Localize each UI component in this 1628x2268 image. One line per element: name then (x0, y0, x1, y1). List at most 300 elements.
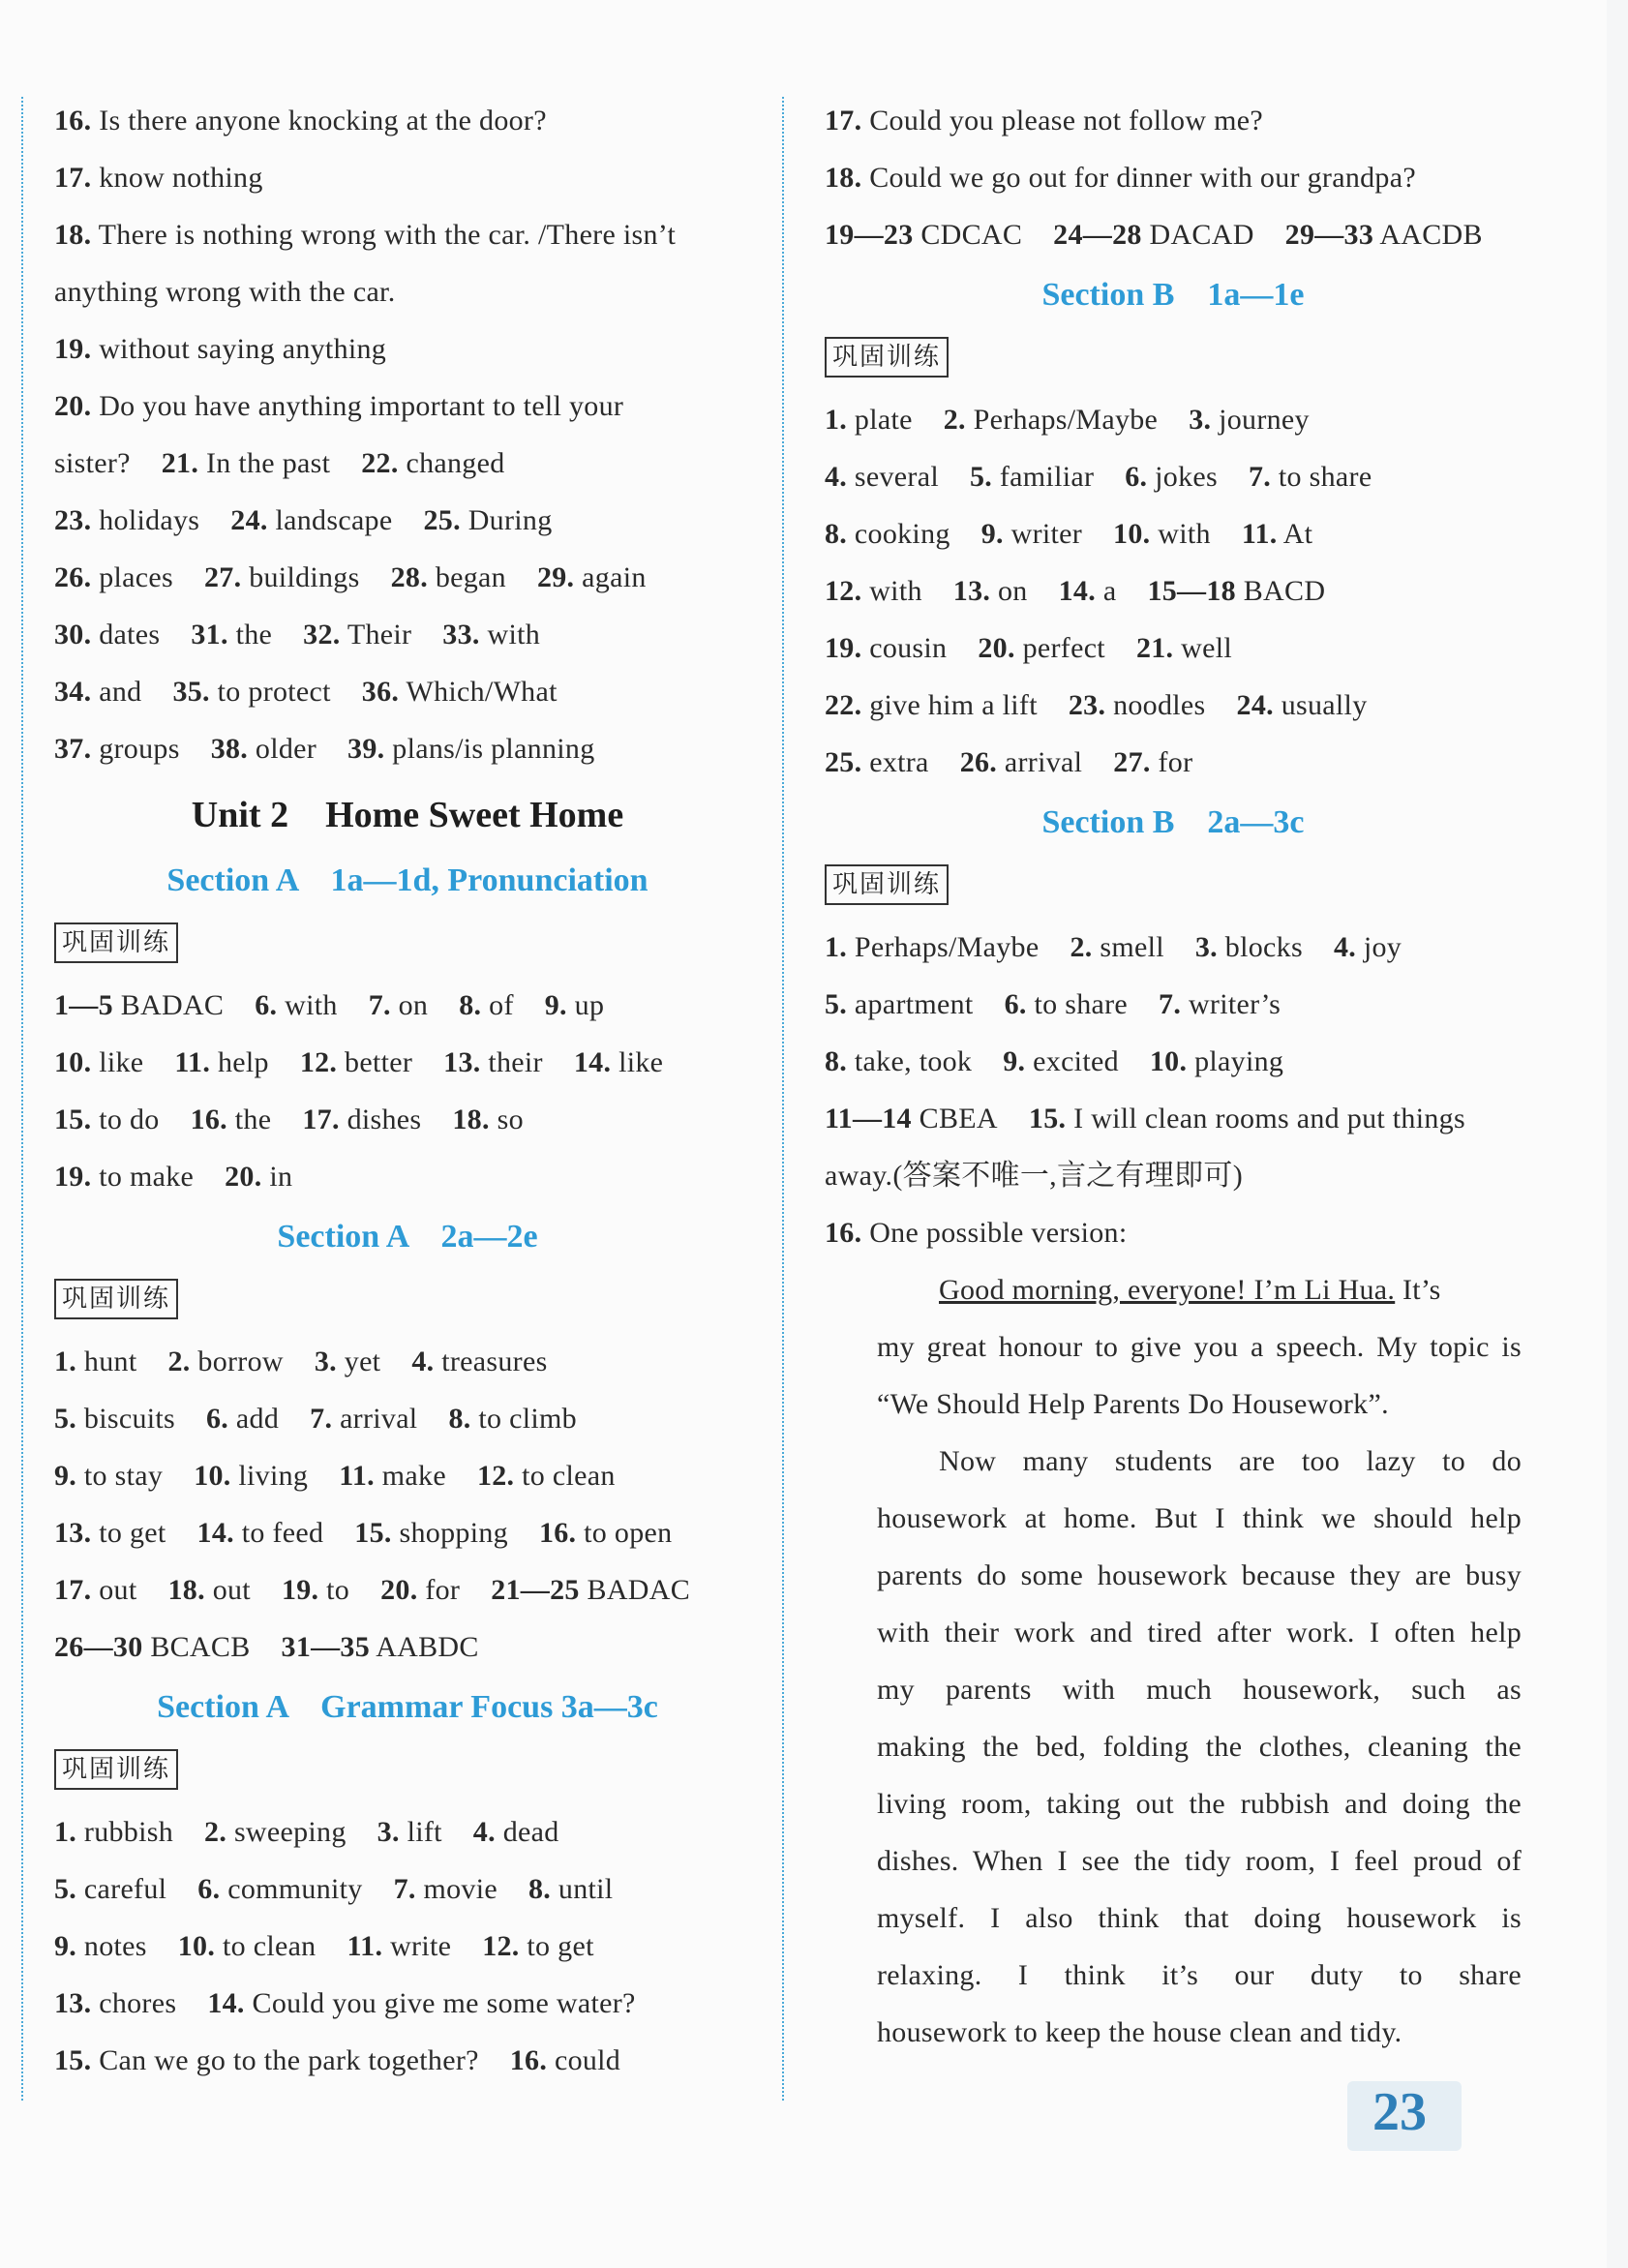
consolidation-tag: 巩固训练 (54, 922, 178, 963)
answer-item (443, 1046, 543, 1078)
answer-item (339, 1460, 446, 1492)
answer-number: 7. (1159, 988, 1182, 1020)
answer-number: 9. (980, 518, 1004, 550)
answer-item (206, 1403, 279, 1435)
answer-item (54, 447, 131, 479)
answer-line (54, 549, 761, 606)
answer-text: In the past (205, 447, 331, 479)
section-title-a-2a-2e: Section A 2a—2e (277, 1219, 538, 1255)
answer-text: joy (1363, 931, 1402, 963)
answer-text: notes (83, 1930, 147, 1962)
answer-item (207, 1987, 635, 2019)
answer-number: 5. (969, 461, 993, 493)
answer-text: noodles (1113, 689, 1206, 721)
answer-text: well (1181, 632, 1233, 664)
answer-text: of (489, 989, 514, 1021)
answer-text: with (1158, 518, 1211, 550)
answer-text: to feed (241, 1517, 324, 1549)
answer-line (825, 206, 1522, 263)
answer-text: to get (527, 1930, 594, 1962)
answer-number: 29—33 (1284, 219, 1374, 251)
answer-item (1242, 518, 1313, 550)
answer-text: out (212, 1574, 251, 1606)
answer-item (54, 2044, 479, 2076)
answer-number: 10. (54, 1046, 92, 1078)
answer-line (54, 263, 761, 320)
answer-number: 9. (544, 989, 567, 1021)
answer-line (54, 1860, 761, 1918)
answer-text: DACAD (1149, 219, 1254, 251)
answer-item (1005, 988, 1128, 1020)
answer-number: 8. (459, 989, 482, 1021)
answer-item (825, 1217, 1127, 1249)
answer-text: AACDB (1379, 219, 1483, 251)
answer-number: 14. (1058, 575, 1096, 607)
answer-item (1147, 575, 1325, 607)
answer-line (825, 505, 1522, 562)
answer-number: 16. (825, 1217, 862, 1249)
answer-text: plans/is planning (392, 733, 595, 765)
answer-number: 11. (174, 1046, 211, 1078)
answer-text: on (997, 575, 1028, 607)
answer-item (953, 575, 1028, 607)
answer-number: 25. (423, 504, 461, 536)
answer-text: sister? (54, 447, 131, 479)
essay-line: with their work and tired after work. I often help (877, 1617, 1522, 1648)
answer-item (362, 676, 558, 708)
answer-item (303, 619, 411, 650)
answer-item (537, 561, 647, 593)
answer-number: 19. (54, 1161, 92, 1193)
answer-text: to clean (222, 1930, 317, 1962)
essay-greeting: Good morning, everyone! I’m Li Hua. (939, 1274, 1396, 1306)
answer-item (354, 1517, 508, 1549)
answer-item (825, 689, 1038, 721)
answer-number: 14. (573, 1046, 612, 1078)
answer-item (54, 1403, 175, 1435)
answer-item (211, 733, 317, 765)
answer-number: 10. (1113, 518, 1151, 550)
answer-item (1059, 575, 1117, 607)
answer-item (300, 1046, 412, 1078)
answer-number: 21. (1135, 632, 1174, 664)
answer-number: 10. (177, 1930, 216, 1962)
answer-text: plate (854, 404, 913, 436)
answer-item (1159, 988, 1281, 1020)
answer-number: 22. (825, 689, 862, 721)
answer-text: treasures (441, 1346, 548, 1377)
answer-text: to climb (478, 1403, 577, 1435)
left-margin-rule (21, 97, 23, 2101)
answer-number: 24—28 (1053, 219, 1142, 251)
answer-number: 14. (196, 1517, 234, 1549)
answer-line (54, 1803, 761, 1860)
answer-line (54, 435, 761, 492)
answer-number: 21—25 (491, 1574, 580, 1606)
answer-number: 16. (538, 1517, 577, 1549)
answer-number: 20. (978, 632, 1015, 664)
answer-text: out (99, 1574, 137, 1606)
answer-text: could (554, 2044, 621, 2076)
answer-item (510, 2044, 620, 2076)
page-number: 23 (1372, 2082, 1427, 2142)
answer-number: 11—14 (825, 1103, 912, 1134)
answer-item (54, 1816, 173, 1848)
answer-text: to stay (83, 1460, 164, 1492)
answer-text: There is nothing wrong with the car. /There isn’t (98, 219, 677, 251)
answer-item (347, 733, 594, 765)
unit-title: Unit 2 Home Sweet Home (191, 795, 624, 835)
answer-number: 36. (361, 676, 400, 708)
essay-line: parents do some housework because they are busy (877, 1559, 1522, 1591)
answer-item (54, 1631, 251, 1663)
answer-text: with (869, 575, 922, 607)
answer-number: 11. (339, 1460, 375, 1492)
answer-text: changed (406, 447, 505, 479)
answer-number: 13. (443, 1046, 481, 1078)
answer-text: take, took (854, 1045, 973, 1077)
answer-item (282, 1631, 479, 1663)
unit1-answers-continued (54, 92, 761, 777)
answer-item (54, 1346, 136, 1377)
answer-number: 1. (825, 404, 848, 436)
answer-text: familiar (999, 461, 1095, 493)
answer-item (54, 105, 547, 136)
answer-item (172, 676, 330, 708)
answer-line (54, 378, 761, 435)
consolidation-tag: 巩固训练 (54, 1749, 178, 1790)
answer-text: AABDC (376, 1631, 479, 1663)
answer-line (825, 149, 1522, 206)
answer-text: blocks (1224, 931, 1303, 963)
answer-text: lift (407, 1816, 442, 1848)
answer-text: movie (423, 1873, 497, 1905)
answer-line (54, 1091, 761, 1148)
answer-item (448, 1403, 576, 1435)
answer-text: better (345, 1046, 413, 1078)
answer-number: 2. (1070, 931, 1093, 963)
answer-text: know nothing (99, 162, 263, 194)
answer-text: make (381, 1460, 446, 1492)
answer-item (477, 1460, 616, 1492)
section-title-a-grammar-focus: Section A Grammar Focus 3a—3c (157, 1689, 658, 1725)
answer-item (167, 1346, 283, 1377)
answer-item (545, 989, 605, 1021)
answer-number: 6. (255, 989, 278, 1021)
answer-text: writer’s (1188, 988, 1281, 1020)
answer-item (54, 276, 396, 308)
answer-number: 26. (959, 746, 998, 778)
model-essay (877, 1318, 1522, 2061)
answer-number: 11. (1241, 518, 1278, 550)
answer-item (230, 504, 392, 536)
answer-text: BADAC (587, 1574, 691, 1606)
answer-number: 19—23 (825, 219, 914, 251)
answer-item (54, 1930, 147, 1962)
section-b-1a-1e-answers (825, 391, 1522, 791)
answer-number: 12. (482, 1930, 520, 1962)
answer-text: landscape (275, 504, 393, 536)
answer-line (825, 620, 1522, 677)
answer-item (411, 1346, 547, 1377)
answer-number: 17. (54, 162, 92, 194)
answer-number: 15. (1028, 1103, 1067, 1134)
answer-item (1070, 931, 1163, 963)
answer-text: a (1102, 575, 1117, 607)
answer-text: dishes (347, 1104, 422, 1135)
answer-number: 8. (825, 1045, 848, 1077)
answer-text: rubbish (83, 1816, 174, 1848)
answer-item (1334, 931, 1402, 963)
answer-number: 6. (1004, 988, 1027, 1020)
answer-item (1189, 404, 1310, 436)
answer-text: Is there anyone knocking at the door? (99, 105, 547, 136)
answer-item (423, 504, 552, 536)
answer-number: 6. (206, 1403, 229, 1435)
answer-line (825, 448, 1522, 505)
answer-text: borrow (197, 1346, 284, 1377)
answer-text: buildings (249, 561, 360, 593)
answer-text: for (1158, 746, 1193, 778)
answer-text: apartment (854, 988, 974, 1020)
answer-item (162, 447, 331, 479)
answer-item (825, 575, 922, 607)
answer-number: 15. (54, 2044, 92, 2076)
answer-text: without saying anything (99, 333, 387, 365)
answer-number: 4. (825, 461, 848, 493)
answer-line (54, 2032, 761, 2089)
answer-item (539, 1517, 672, 1549)
answer-number: 5. (825, 988, 848, 1020)
answer-text: several (854, 461, 939, 493)
answer-number: 20. (225, 1161, 262, 1193)
answer-number: 32. (303, 619, 341, 650)
answer-item (54, 1104, 160, 1135)
answer-item (825, 931, 1039, 963)
answer-item (394, 1873, 497, 1905)
answer-number: 3. (314, 1346, 337, 1377)
answer-item (380, 1574, 460, 1606)
answer-item (825, 1045, 972, 1077)
answer-text: so (497, 1104, 524, 1135)
answer-number: 18. (167, 1574, 205, 1606)
answer-number: 15. (54, 1104, 92, 1135)
answer-item (825, 219, 1022, 251)
answer-text: I will clean rooms and put things (1073, 1103, 1465, 1134)
answer-number: 18. (54, 219, 92, 251)
answer-number: 17. (302, 1104, 340, 1135)
answer-text: Could you please not follow me? (869, 105, 1263, 136)
answer-item (482, 1930, 594, 1962)
answer-number: 8. (528, 1873, 552, 1905)
answer-text: arrival (340, 1403, 418, 1435)
answer-item (369, 989, 429, 1021)
answer-number: 20. (54, 390, 92, 422)
answer-text: to share (1034, 988, 1129, 1020)
answer-item (1136, 632, 1232, 664)
answer-text: Could you give me some water? (252, 1987, 636, 2019)
answer-text: dead (502, 1816, 559, 1848)
answer-number: 3. (377, 1816, 400, 1848)
answer-item (1113, 746, 1192, 778)
answer-text: cousin (869, 632, 948, 664)
section-a-1a-1d-answers (54, 977, 761, 1205)
answer-text: writer (1010, 518, 1083, 550)
answer-item (970, 461, 1094, 493)
answer-line (54, 1618, 761, 1676)
answer-item (825, 518, 950, 550)
answer-item (54, 333, 386, 365)
answer-item (473, 1816, 559, 1848)
essay-line: my parents with much housework, such as (877, 1674, 1522, 1706)
answer-number: 7. (1249, 461, 1272, 493)
answer-number: 16. (509, 2044, 548, 2076)
essay-line: Now many students are too lazy to do (939, 1445, 1522, 1477)
answer-line (825, 562, 1522, 620)
answer-text: again (582, 561, 647, 593)
essay-line: housework at home. But I think we should help (877, 1502, 1522, 1534)
answer-text: BADAC (120, 989, 225, 1021)
answer-item (174, 1046, 268, 1078)
answer-item (1285, 219, 1483, 251)
answer-line (54, 492, 761, 549)
answer-text: until (558, 1873, 614, 1905)
answer-text: in (269, 1161, 293, 1193)
answer-number: 7. (310, 1403, 333, 1435)
answer-number: 9. (54, 1460, 77, 1492)
answer-text: give him a lift (869, 689, 1038, 721)
answer-number: 1. (825, 931, 848, 963)
answer-text: places (99, 561, 173, 593)
answer-number: 4. (411, 1346, 435, 1377)
answer-line (825, 1090, 1522, 1147)
answer-text: the (234, 1104, 272, 1135)
answer-text: their (488, 1046, 543, 1078)
answer-item (978, 632, 1105, 664)
answer-number: 27. (203, 561, 242, 593)
answer-line (825, 1033, 1522, 1090)
answer-text: careful (83, 1873, 167, 1905)
answer-line (54, 1390, 761, 1447)
answer-text: on (398, 989, 429, 1021)
answer-item (1069, 689, 1206, 721)
essay-line: dishes. When I see the tidy room, I feel proud of (877, 1845, 1522, 1877)
essay-line-end: It’s (1395, 1274, 1441, 1306)
answer-number: 16. (54, 105, 92, 136)
answer-text: living (238, 1460, 309, 1492)
answer-number: 19. (825, 632, 862, 664)
answer-text: BCACB (150, 1631, 251, 1663)
answer-text: extra (869, 746, 929, 778)
answer-number: 30. (54, 619, 92, 650)
consolidation-tag: 巩固训练 (825, 864, 949, 905)
answer-number: 13. (952, 575, 991, 607)
essay-line: myself. I also think that doing housework is (877, 1902, 1522, 1934)
answer-text: chores (99, 1987, 177, 2019)
answer-item (54, 989, 224, 1021)
answer-item (54, 1460, 163, 1492)
answer-text: playing (1194, 1045, 1284, 1077)
essay-line: living room, taking out the rubbish and doing the (877, 1788, 1522, 1820)
answer-number: 39. (347, 733, 385, 765)
answer-line (54, 206, 761, 263)
answer-item (54, 219, 676, 251)
answer-line (825, 734, 1522, 791)
answer-line (54, 977, 761, 1034)
answer-item (825, 1103, 998, 1134)
answer-item (825, 632, 947, 664)
answer-item (452, 1104, 524, 1135)
answer-text: Their (347, 619, 412, 650)
answer-text: At (1282, 518, 1313, 550)
answer-text: to protect (217, 676, 331, 708)
answer-number: 3. (1189, 404, 1212, 436)
answer-line (54, 663, 761, 720)
answer-text: journey (1219, 404, 1310, 436)
answer-text: write (390, 1930, 452, 1962)
answer-item (442, 619, 540, 650)
answer-text: for (425, 1574, 461, 1606)
answer-number: 1. (54, 1816, 77, 1848)
answer-item (944, 404, 1158, 436)
answer-item (178, 1930, 317, 1962)
answer-number: 20. (380, 1574, 418, 1606)
answer-number: 8. (448, 1403, 471, 1435)
answer-item (825, 162, 1416, 194)
answer-item (315, 1346, 380, 1377)
answer-item (825, 746, 929, 778)
answer-number: 16. (190, 1104, 227, 1135)
answer-number: 4. (1333, 931, 1357, 963)
answer-number: 10. (194, 1460, 231, 1492)
answer-line (54, 606, 761, 663)
answer-item (194, 1460, 308, 1492)
answer-text: like (99, 1046, 144, 1078)
answer-item (825, 105, 1263, 136)
answer-number: 2. (204, 1816, 227, 1848)
answer-number: 1. (54, 1346, 77, 1377)
answer-item (54, 733, 180, 765)
answer-number: 6. (197, 1873, 221, 1905)
answer-item (361, 447, 504, 479)
answer-line (54, 1561, 761, 1618)
answer-line (825, 1204, 1522, 1261)
answer-number: 15. (354, 1517, 392, 1549)
column-divider (782, 97, 784, 2101)
answer-text: One possible version: (869, 1217, 1128, 1249)
answer-number: 28. (390, 561, 428, 593)
answer-text: During (467, 504, 553, 536)
answer-text: perfect (1022, 632, 1105, 664)
section-title-b-2a-3c: Section B 2a—3c (1041, 804, 1305, 840)
answer-item (1150, 1045, 1283, 1077)
answer-item (1125, 461, 1218, 493)
section-title-b-1a-1e: Section B 1a—1e (1041, 277, 1305, 313)
answer-number: 12. (476, 1460, 515, 1492)
answer-line (54, 1918, 761, 1975)
answer-number: 37. (54, 733, 92, 765)
answer-text: CDCAC (920, 219, 1023, 251)
answer-text: groups (99, 733, 180, 765)
section-a-grammar-focus-answers (54, 1803, 761, 2089)
answer-item (1237, 689, 1368, 721)
answer-text: hunt (83, 1346, 137, 1377)
answer-number: 19. (281, 1574, 319, 1606)
answer-number: 12. (825, 575, 862, 607)
answer-text: with (285, 989, 338, 1021)
answer-text: help (217, 1046, 269, 1078)
answer-text: anything wrong with the car. (54, 276, 396, 308)
